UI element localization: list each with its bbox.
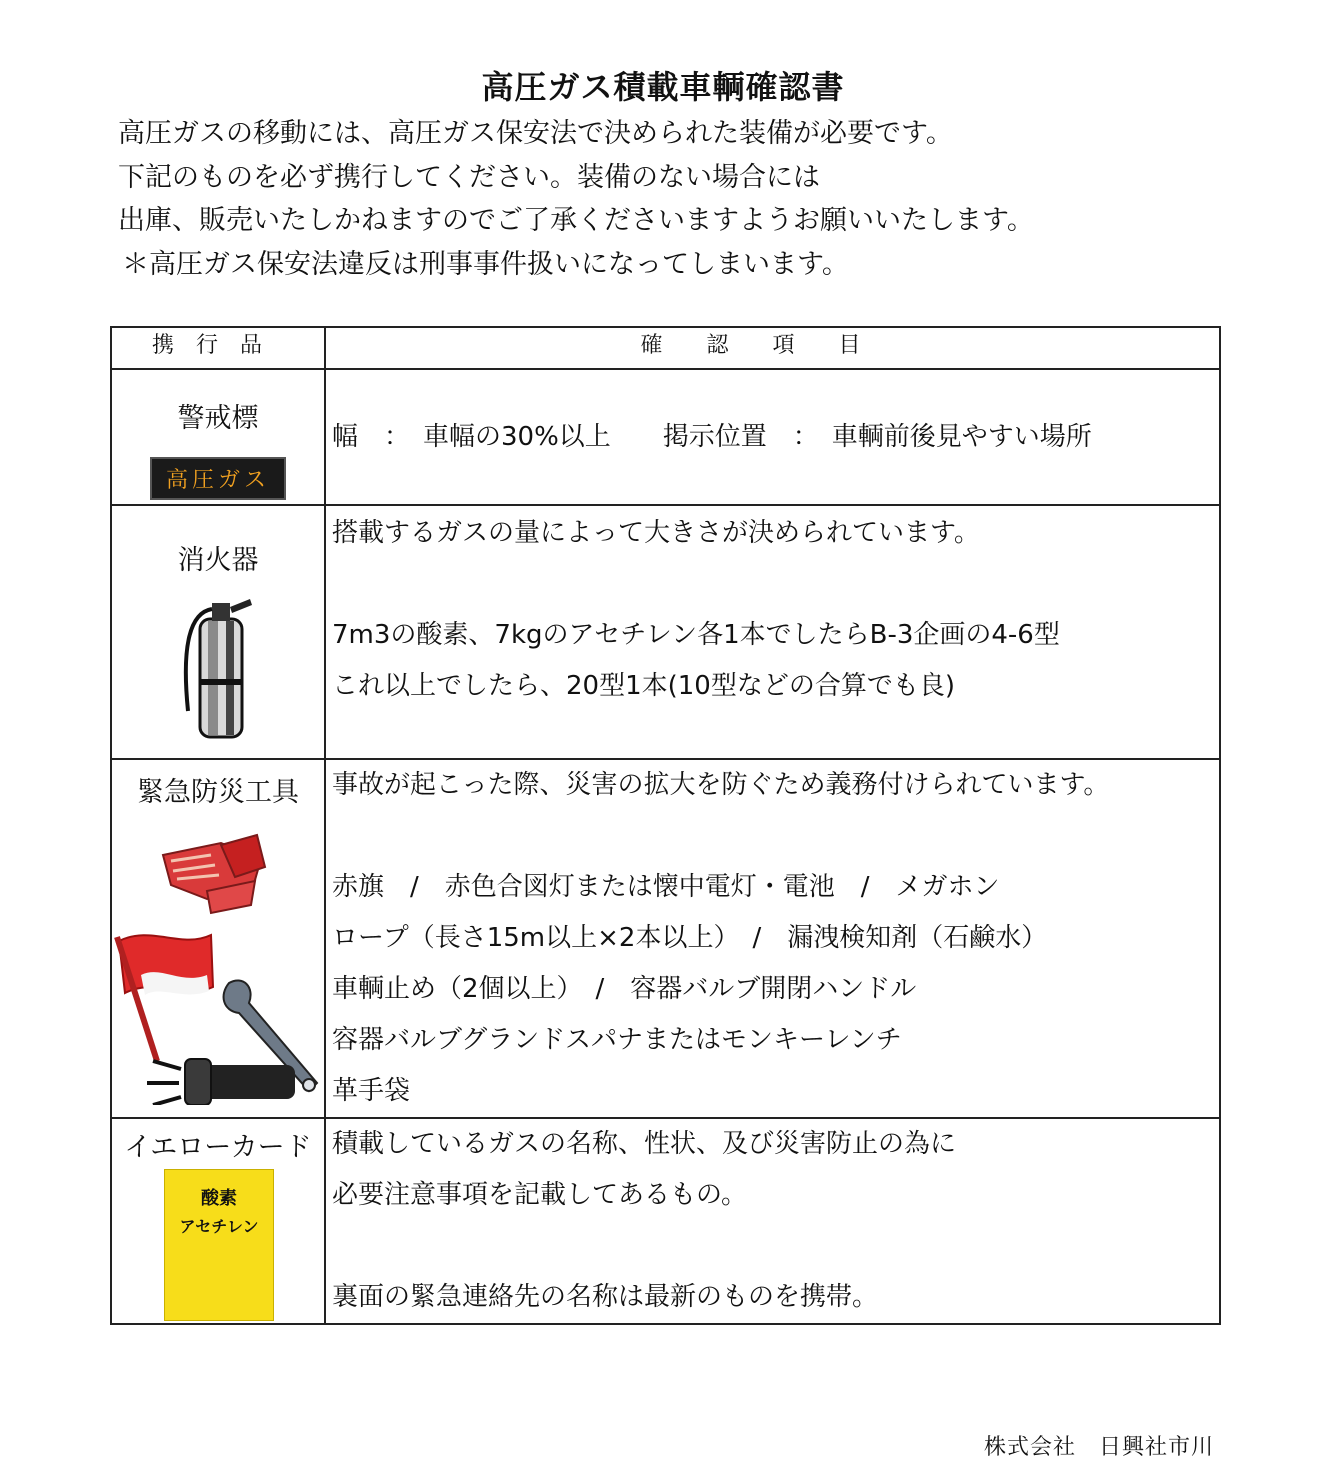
table-row [111, 1118, 1220, 1324]
check-line [332, 811, 1219, 862]
item-name: 警戒標 [177, 403, 259, 434]
check-cell [325, 759, 1220, 1118]
check-line: 車輌止め（2個以上） / 容器バルブ開閉ハンドル [332, 974, 917, 1004]
check-line: 必要注意事項を記載してあるもの。 [332, 1180, 747, 1210]
check-cell [325, 1118, 1220, 1324]
fire-extinguisher-icon [178, 591, 258, 741]
table-row [111, 759, 1220, 1118]
check-cell [325, 369, 1220, 505]
yellow-card-line: 酸素 [201, 1188, 237, 1209]
warning-sign: 高圧ガス [150, 457, 286, 500]
check-line: 赤旗 / 赤色合図灯または懐中電灯・電池 / メガホン [332, 872, 1000, 902]
intro-line: 高圧ガスの移動には、高圧ガス保安法で決められた装備が必要です。 [118, 118, 953, 149]
check-table [110, 326, 1221, 1325]
gloves-icon [163, 835, 265, 913]
intro-line: 出庫、販売いたしかねますのでご了承くださいますようお願いいたします。 [118, 205, 1034, 236]
check-cell [325, 505, 1220, 759]
check-line [332, 1221, 1219, 1272]
table-row [111, 369, 1220, 505]
check-line: ロープ（長さ15m以上×2本以上） / 漏洩検知剤（石鹸水） [332, 923, 1048, 953]
yellow-card [164, 1169, 274, 1321]
item-name: 消火器 [177, 545, 259, 576]
check-line: 事故が起こった際、災害の拡大を防ぐため義務付けられています。 [332, 770, 1110, 800]
yellow-card-line: アセチレン [179, 1217, 259, 1236]
check-line: 積載しているガスの名称、性状、及び災害防止の為に [332, 1129, 957, 1159]
check-line: 容器バルブグランドスパナまたはモンキーレンチ [332, 1025, 902, 1055]
check-line: これ以上でしたら、20型1本(10型などの合算でも良) [332, 671, 955, 701]
check-line: 7m3の酸素、7kgのアセチレン各1本でしたらB-3企画の4-6型 [332, 620, 1060, 650]
check-line: 裏面の緊急連絡先の名称は最新のものを携帯。 [332, 1282, 879, 1312]
red-flag-icon [117, 935, 213, 1061]
document-title: 高圧ガス積載車輌確認書 [481, 68, 845, 106]
intro-line: 下記のものを必ず携行してください。装備のない場合には [118, 161, 820, 193]
item-cell [111, 369, 325, 505]
intro-text [118, 112, 1268, 286]
flashlight-icon [147, 1059, 295, 1105]
header-check: 確認項目 [325, 327, 1220, 369]
header-items: 携行品 [111, 327, 325, 369]
company-name: 株式会社 日興社市川 [983, 1435, 1214, 1460]
item-name: 緊急防災工具 [137, 777, 299, 808]
item-cell [111, 1118, 325, 1324]
table-header-row [111, 327, 1220, 369]
check-line: 搭載するガスの量によって大きさが決められています。 [332, 518, 980, 548]
check-line: 革手袋 [332, 1076, 411, 1106]
table-row [111, 505, 1220, 759]
item-cell [111, 759, 325, 1118]
item-name: イエローカード [124, 1132, 312, 1163]
check-line: 幅 ： 車幅の30%以上 掲示位置 ： 車輌前後見やすい場所 [332, 422, 1092, 452]
tools-illustration [111, 815, 321, 1105]
check-line [332, 559, 1219, 610]
item-cell [111, 505, 325, 759]
intro-note: ＊高圧ガス保安法違反は刑事事件扱いになってしまいます。 [122, 248, 849, 280]
